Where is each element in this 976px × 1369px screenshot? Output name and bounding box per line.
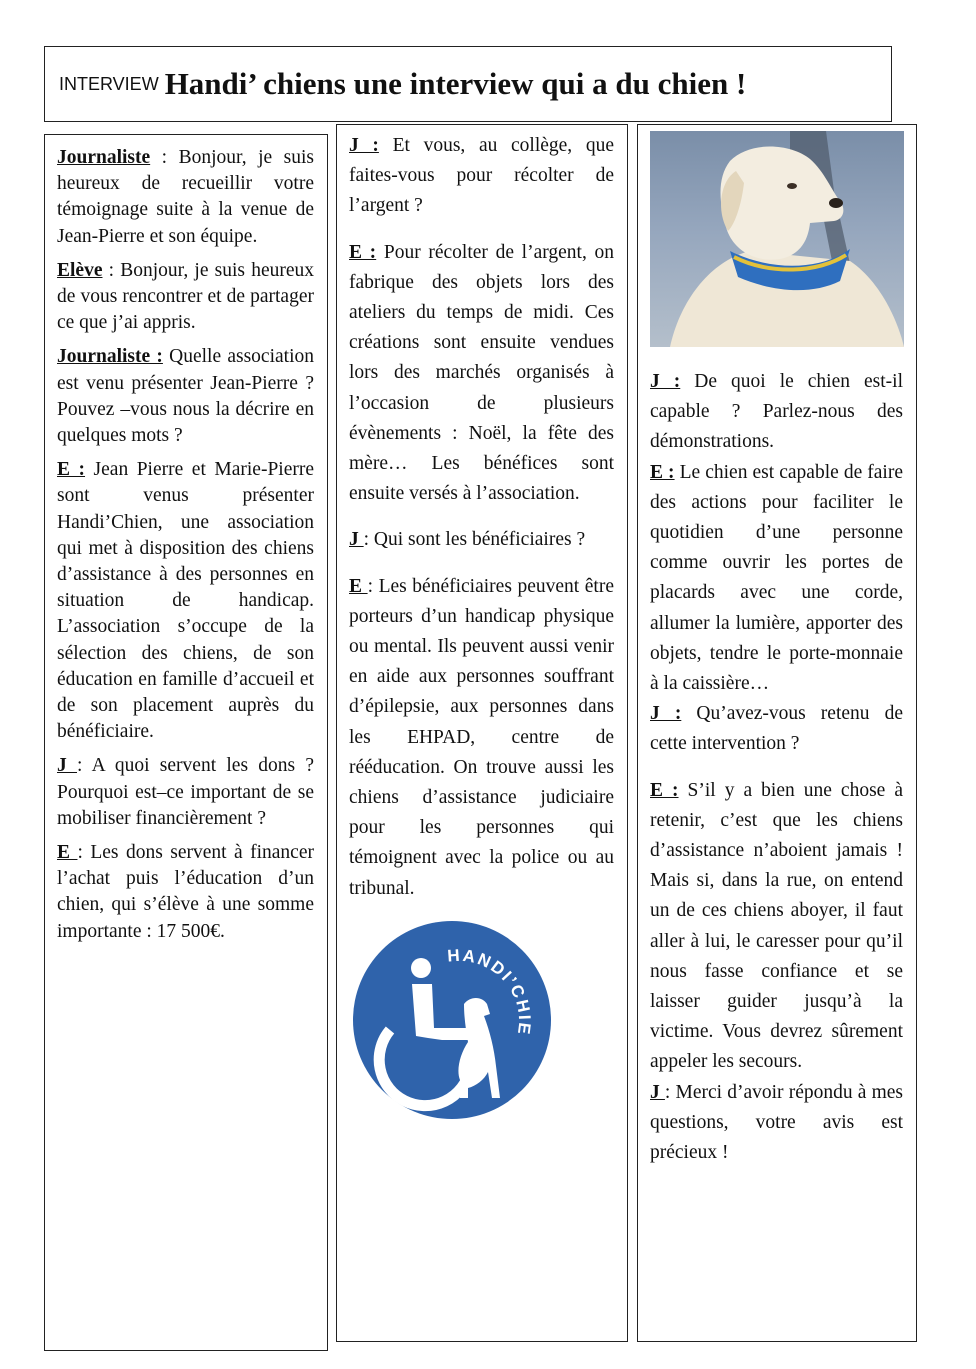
answer-text: Qui sont les bénéficiaires ? [373, 529, 586, 551]
interview-paragraph [57, 344, 314, 449]
speaker-label: E : [349, 241, 377, 263]
interview-paragraph: Elève : Bonjour, je suis heureux de vous rencontrer et de partager ce que j’ai appris. [57, 259, 314, 334]
interview-paragraph [650, 699, 903, 759]
speaker-label: Journaliste [57, 147, 151, 168]
answer-text: Les bénéficiaires peuvent être porteurs d’un handicap physique ou mental. Ils peuvent aussi venir en aide aux personnes souffrant d’épilepsie, aux personnes dans les EHPAD, centre de rééducation. On trouve aussi les chiens d’assistance judiciaire pour les personnes qui témoignent avec la police ou au tribunal. [349, 575, 614, 899]
answer-text: Les dons servent à financer l’achat puis l’éducation d’un chien, qui s’élève à une somme importante : 17 500€. [57, 842, 314, 942]
speaker-label: E [349, 575, 368, 597]
speaker-label: J : [650, 703, 682, 725]
speaker-label: E : [650, 779, 679, 801]
interview-paragraph: J : A quoi servent les dons ? Pourquoi est–ce important de se mobiliser financièrement ? [57, 755, 315, 829]
answer-text: A quoi servent les dons ? Pourquoi est–ce important de se mobiliser financièrement ? [57, 755, 315, 829]
interview-paragraph [650, 367, 903, 458]
column-left [44, 134, 328, 1351]
handichiens-logo-icon [350, 920, 554, 1120]
logo-text: HANDI’CHIE [446, 945, 535, 1038]
title-prefix: INTERVIEW [59, 73, 159, 94]
speaker-label: J [650, 1081, 665, 1103]
speaker-label: E : [650, 461, 675, 483]
speaker-label: J [349, 529, 364, 551]
interview-paragraph [650, 776, 903, 1078]
dog-photo [650, 131, 904, 347]
answer-text: Bonjour, je suis heureux de vous rencontrer et de partager ce que j’ai appris. [57, 259, 314, 334]
answer-text: Et vous, au collège, que faites-vous pour récolter de l’argent ? [349, 135, 615, 217]
interview-paragraph [57, 457, 314, 745]
interview-paragraph: J : Merci d’avoir répondu à mes questions, votre avis est précieux ! [650, 1081, 904, 1164]
column-right [637, 124, 917, 1342]
answer-text: Pour récolter de l’argent, on fabrique des objets lors des ateliers du temps de midi. Ces créations sont ensuite vendues lors des marchés organisés à l’occasion de plusieurs évènements : Noël, la fête des mère… Les bénéfices sont ensuite versés à l’association. [349, 241, 615, 505]
speaker-label: J [57, 755, 78, 777]
interview-paragraph: E : Les bénéficiaires peuvent être porteurs d’un handicap physique ou mental. Ils peuvent aussi venir en aide aux personnes souffrant d’épilepsie, aux personnes dans les EHPAD, centre de rééducation. On trouve aussi les chiens d’assistance judiciaire pour les personnes qui témoignent avec la police ou au tribunal. [349, 575, 614, 899]
interview-paragraph [349, 238, 614, 510]
answer-text: Qu’avez-vous retenu de cette intervention ? [650, 703, 903, 755]
interview-paragraph: E : Les dons servent à financer l’achat puis l’éducation d’un chien, qui s’élève à une somme importante : 17 500€. [57, 842, 314, 942]
answer-text: Le chien est capable de faire des actions pour faciliter le quotidien d’une personne comme ouvrir les portes de placards avec une corde, allumer la lumière, apporter des objets, tendre le porte-monnaie à la caissière… [650, 461, 903, 695]
interview-paragraph: J : Qui sont les bénéficiaires ? [349, 529, 586, 551]
speaker-label: E : [57, 459, 86, 481]
dog-photo-icon [650, 131, 904, 347]
answer-text: Quelle association est venu présenter Jean-Pierre ? Pouvez –vous nous la décrire en quelques mots ? [57, 346, 314, 447]
title-main: Handi’ chiens une interview qui a du chien ! [164, 66, 747, 101]
handichiens-logo [350, 920, 554, 1120]
column-middle [336, 124, 628, 1342]
article-title [44, 46, 892, 122]
answer-text: Bonjour, je suis heureux de recueillir votre témoignage suite à la venue de Jean-Pierre et son équipe. [57, 147, 314, 247]
speaker-label: Elève [57, 259, 103, 281]
answer-text: Merci d’avoir répondu à mes questions, votre avis est précieux ! [650, 1081, 904, 1164]
answer-text: S’il y a bien une chose à retenir, c’est que les chiens d’assistance n’aboient jamais ! Mais si, dans la rue, on entend un de ces chiens aboyer, il faut aller à lui, le caresser pour qu’il nous fasse confiance et se laisser guider jusqu’à la victime. Vous devrez sûrement appeler les secours. [650, 779, 903, 1073]
speaker-label: Journaliste : [57, 346, 163, 368]
interview-paragraph [650, 458, 903, 700]
answer-text: De quoi le chien est-il capable ? Parlez-nous des démonstrations. [650, 371, 904, 453]
speaker-label: J : [349, 135, 379, 156]
answer-text: Jean Pierre et Marie-Pierre sont venus présenter Handi’Chien, une association qui met à disposition des chiens d’assistance à des personnes en situation de handicap. L’association s’occupe de la sélection des chiens, de son éducation en famille d’accueil et de son placement auprès du bénéficiaire. [57, 459, 315, 743]
interview-paragraph [349, 131, 614, 222]
speaker-label: J : [650, 371, 681, 392]
interview-paragraph: Journaliste : Bonjour, je suis heureux de recueillir votre témoignage suite à la venue de Jean-Pierre et son équipe. [57, 147, 314, 247]
speaker-label: E [57, 842, 78, 864]
